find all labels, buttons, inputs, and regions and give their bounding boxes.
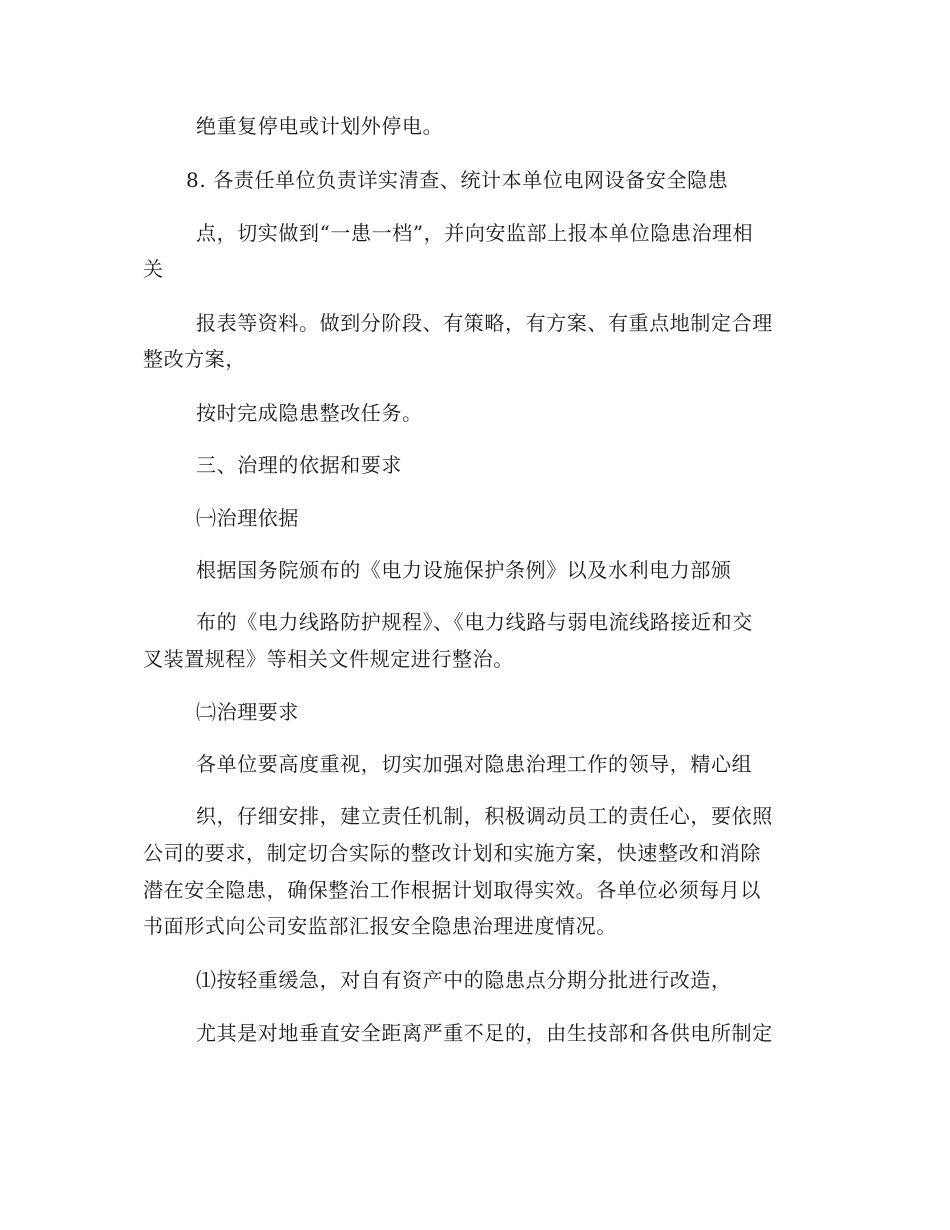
text-line: 潜在安全隐患，确保整治工作根据计划取得实效。各单位必须每月以	[143, 878, 761, 902]
text-line: 报表等资料。做到分阶段、有策略，有方案、有重点地制定合理	[196, 311, 773, 335]
text-line: 点，切实做到“一患一档”，并向安监部上报本单位隐患治理相	[196, 221, 754, 245]
section-heading: 三、治理的依据和要求	[196, 453, 402, 477]
text-line: 绝重复停电或计划外停电。	[196, 114, 444, 138]
text-line: 书面形式向公司安监部汇报安全隐患治理进度情况。	[143, 914, 617, 938]
text-line: 尤其是对地垂直安全距离严重不足的，由生技部和各供电所制定	[196, 1021, 773, 1045]
subsection-heading: ㈠治理依据	[196, 506, 299, 530]
text-line: 按时完成隐患整改任务。	[196, 401, 423, 425]
text-line: 布的《电力线路防护规程》、《电力线路与弱电流线路接近和交	[196, 610, 753, 634]
text-line: 整改方案，	[143, 347, 246, 371]
text-line: 公司的要求，制定切合实际的整改计划和实施方案，快速整改和消除	[143, 841, 761, 865]
text-line: 叉装置规程》等相关文件规定进行整治。	[143, 647, 514, 671]
text-line: ⑴按轻重缓急，对自有资产中的隐患点分期分批进行改造，	[196, 968, 732, 992]
text-line: 织，仔细安排，建立责任机制，积极调动员工的责任心，要依照	[196, 804, 773, 828]
text-line: 关	[143, 257, 164, 281]
text-line: 根据国务院颁布的《电力设施保护条例》以及水利电力部颁	[196, 558, 732, 582]
subsection-heading: ㈡治理要求	[196, 700, 299, 724]
text-line: 8. 各责任单位负责详实清查、统计本单位电网设备安全隐患	[186, 168, 729, 192]
text-line: 各单位要高度重视，切实加强对隐患治理工作的领导，精心组	[196, 752, 753, 776]
